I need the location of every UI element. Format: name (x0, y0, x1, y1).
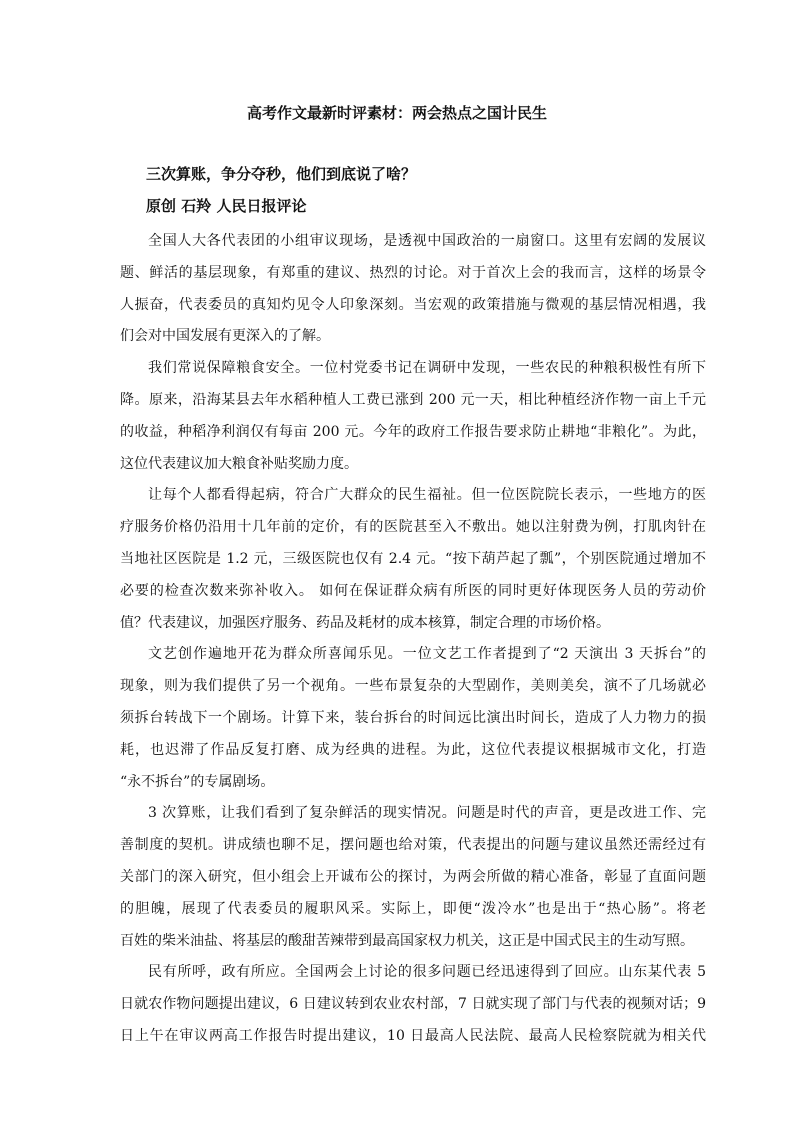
paragraph (120, 480, 706, 639)
paragraph-line: 的收益，种稻净利润仅有每亩 200 元。今年的政府工作报告要求防止耕地“非粮化”。为此， (120, 423, 706, 440)
paragraph-line: 值？代表建议，加强医疗服务、药品及耗材的成本核算，制定合理的市场价格。 (120, 614, 610, 631)
paragraph-line: 当地社区医院是 1.2 元，三级医院也仅有 2.4 元。“按下葫芦起了瓢”，个别医院通过增加不 (120, 550, 706, 567)
paragraph (120, 226, 706, 353)
paragraph-line: 必要的检查次数来弥补收入。 如何在保证群众病有所医的同时更好体现医务人员的劳动价 (120, 582, 706, 599)
paragraph-line: 全国人大各代表团的小组审议现场，是透视中国政治的一扇窗口。这里有宏阔的发展议 (148, 233, 706, 249)
paragraph-line: 文艺创作遍地开花为群众所喜闻乐见。一位文艺工作者提到了“2 天演出 3 天拆台”的 (148, 646, 706, 663)
paragraph-line: 人振奋，代表委员的真知灼见令人印象深刻。当宏观的政策措施与微观的基层情况相遇，我 (120, 296, 706, 313)
paragraph-line: 民有所呼，政有所应。全国两会上讨论的很多问题已经迅速得到了回应。山东某代表 5 (148, 964, 706, 981)
paragraph (120, 353, 706, 480)
paragraph-line: 现象，则为我们提供了另一个视角。一些布景复杂的大型剧作，美则美矣，演不了几场就必 (120, 678, 706, 695)
paragraph-line: 日上午在审议两高工作报告时提出建议，10 日最高人民法院、最高人民检察院就为相关代 (120, 1027, 706, 1044)
paragraph-line: 百姓的柴米油盐、将基层的酸甜苦辣带到最高国家权力机关，这正是中国式民主的生动写照。 (120, 932, 694, 949)
paragraph-line: 降。原来，沿海某县去年水稻种植人工费已涨到 200 元一天，相比种植经济作物一亩上千元 (120, 391, 706, 408)
paragraph (120, 798, 706, 957)
paragraph-line: 善制度的契机。讲成绩也聊不足，摆问题也给对策，代表提出的问题与建议虽然还需经过有 (120, 837, 706, 854)
paragraph-line: 这位代表建议加大粮食补贴奖励力度。 (120, 455, 358, 472)
paragraph-line: 的胆魄，展现了代表委员的履职风采。实际上，即便“泼冷水”也是出于“热心肠”。将老 (120, 900, 706, 917)
paragraph-line: 关部门的深入研究，但小组会上开诚布公的探讨，为两会所做的精心准备，彰显了直面问题 (120, 868, 706, 885)
paragraph-line: 日就农作物问题提出建议，6 日建议转到农业农村部，7 日就实现了部门与代表的视频对话；9 (120, 996, 706, 1013)
paragraph-line: “永不拆台”的专属剧场。 (120, 773, 275, 790)
paragraph (120, 639, 706, 798)
paragraph-line: 3 次算账，让我们看到了复杂鲜活的现实情况。问题是时代的声音，更是改进工作、完 (148, 805, 706, 822)
paragraph-line: 题、鲜活的基层现象，有郑重的建议、热烈的讨论。对于首次上会的我而言，这样的场景令 (120, 264, 706, 281)
document-title: 高考作文最新时评素材：两会热点之国计民生 (246, 104, 547, 122)
paragraph-line: 让每个人都看得起病，符合广大群众的民生福祉。但一位医院院长表示，一些地方的医 (148, 487, 706, 504)
paragraph-line: 须拆台转战下一个剧场。计算下来，装台拆台的时间远比演出时间长，造成了人力物力的损 (120, 709, 706, 726)
paragraph-line: 们会对中国发展有更深入的了解。 (120, 328, 330, 345)
paragraph-line: 我们常说保障粮食安全。一位村党委书记在调研中发现，一些农民的种粮积极性有所下 (148, 360, 706, 377)
article-byline: 原创 石羚 人民日报评论 (146, 197, 307, 215)
paragraph (120, 957, 706, 1052)
paragraph-line: 疗服务价格仍沿用十几年前的定价，有的医院甚至入不敷出。她以注射费为例，打肌肉针在 (120, 519, 706, 536)
paragraph-line: 耗，也迟滞了作品反复打磨、成为经典的进程。为此，这位代表提议根据城市文化，打造 (120, 741, 706, 758)
article-headline: 三次算账，争分夺秒，他们到底说了啥？ (146, 165, 417, 183)
article-body (120, 226, 706, 1053)
